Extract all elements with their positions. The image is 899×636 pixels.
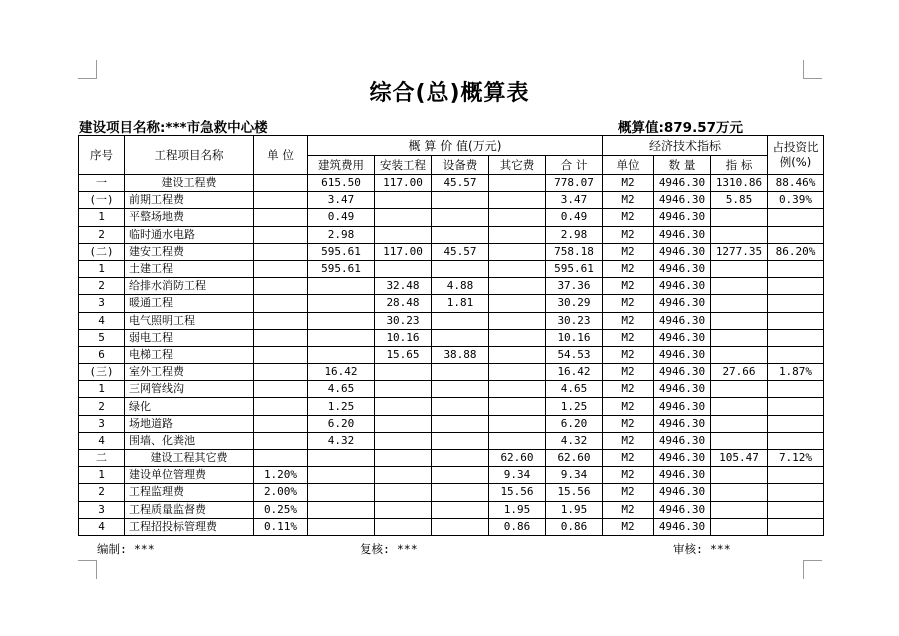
cell-index [711, 432, 768, 449]
cell-ratio: 0.39% [768, 192, 824, 209]
cell-ratio [768, 329, 824, 346]
cell-other [489, 381, 546, 398]
cell-total: 10.16 [546, 329, 603, 346]
cell-total: 0.86 [546, 518, 603, 535]
cell-seq: 4 [79, 312, 125, 329]
cell-econ-unit: M2 [603, 398, 654, 415]
cell-seq: 4 [79, 518, 125, 535]
cell-item-name: 建设工程费 [125, 175, 254, 192]
cell-index [711, 329, 768, 346]
cell-quantity: 4946.30 [654, 226, 711, 243]
cell-unit [254, 209, 308, 226]
cell-equip [432, 381, 489, 398]
cell-equip: 4.88 [432, 278, 489, 295]
prepared-by: 编制: *** [97, 542, 155, 556]
audited-by: 审核: *** [673, 542, 731, 556]
cell-build: 3.47 [308, 192, 375, 209]
cell-total: 30.23 [546, 312, 603, 329]
cell-build [308, 295, 375, 312]
cell-other [489, 243, 546, 260]
cell-total: 62.60 [546, 450, 603, 467]
cell-equip [432, 398, 489, 415]
cell-econ-unit: M2 [603, 192, 654, 209]
cell-quantity: 4946.30 [654, 175, 711, 192]
cell-install [375, 467, 432, 484]
header-unit: 单 位 [254, 136, 308, 175]
cell-index [711, 398, 768, 415]
cell-unit: 0.25% [254, 501, 308, 518]
cell-seq: 1 [79, 467, 125, 484]
cell-other [489, 295, 546, 312]
cell-build [308, 312, 375, 329]
table-row [79, 209, 824, 226]
cell-other [489, 329, 546, 346]
crop-mark-bottom-right [803, 560, 822, 579]
cell-econ-unit: M2 [603, 415, 654, 432]
cell-equip [432, 415, 489, 432]
cell-build [308, 278, 375, 295]
cell-unit [254, 175, 308, 192]
table-row [79, 295, 824, 312]
cell-quantity: 4946.30 [654, 484, 711, 501]
cell-index: 5.85 [711, 192, 768, 209]
cell-index [711, 518, 768, 535]
cell-quantity: 4946.30 [654, 312, 711, 329]
cell-ratio [768, 346, 824, 363]
cell-quantity: 4946.30 [654, 467, 711, 484]
cell-quantity: 4946.30 [654, 278, 711, 295]
cell-equip [432, 312, 489, 329]
cell-unit: 0.11% [254, 518, 308, 535]
table-row [79, 364, 824, 381]
table-row [79, 484, 824, 501]
cell-other [489, 398, 546, 415]
cell-build [308, 329, 375, 346]
cell-index [711, 209, 768, 226]
cell-install: 15.65 [375, 346, 432, 363]
cell-unit [254, 260, 308, 277]
table-row [79, 518, 824, 535]
cell-index: 1310.86 [711, 175, 768, 192]
cell-quantity: 4946.30 [654, 346, 711, 363]
cell-econ-unit: M2 [603, 295, 654, 312]
crop-mark-bottom-left [78, 560, 97, 579]
cell-unit [254, 346, 308, 363]
cell-quantity: 4946.30 [654, 415, 711, 432]
cell-install: 117.00 [375, 175, 432, 192]
cell-other: 9.34 [489, 467, 546, 484]
cell-unit [254, 381, 308, 398]
cell-total: 3.47 [546, 192, 603, 209]
cell-equip [432, 364, 489, 381]
cell-build: 0.49 [308, 209, 375, 226]
cell-build [308, 450, 375, 467]
cell-build: 2.98 [308, 226, 375, 243]
cell-unit [254, 432, 308, 449]
cell-install: 117.00 [375, 243, 432, 260]
cell-equip: 45.57 [432, 175, 489, 192]
cell-unit [254, 450, 308, 467]
header-install: 安装工程 [375, 156, 432, 175]
cell-econ-unit: M2 [603, 346, 654, 363]
estimate-table [78, 135, 824, 536]
cell-seq: 2 [79, 278, 125, 295]
project-name: 建设项目名称:***市急救中心楼 [79, 120, 268, 136]
cell-item-name: 前期工程费 [125, 192, 254, 209]
cell-equip [432, 450, 489, 467]
cell-index [711, 381, 768, 398]
reviewed-by: 复核: *** [360, 542, 418, 556]
cell-build: 4.65 [308, 381, 375, 398]
cell-index [711, 312, 768, 329]
cell-other [489, 175, 546, 192]
cell-ratio [768, 432, 824, 449]
cell-quantity: 4946.30 [654, 209, 711, 226]
cell-index: 105.47 [711, 450, 768, 467]
cell-unit [254, 364, 308, 381]
cell-index [711, 226, 768, 243]
cell-quantity: 4946.30 [654, 450, 711, 467]
cell-install [375, 381, 432, 398]
cell-equip: 45.57 [432, 243, 489, 260]
table-body [79, 175, 824, 536]
cell-equip [432, 226, 489, 243]
header-equip: 设备费 [432, 156, 489, 175]
cell-ratio [768, 398, 824, 415]
cell-seq: 6 [79, 346, 125, 363]
table-row [79, 278, 824, 295]
cell-install [375, 518, 432, 535]
cell-quantity: 4946.30 [654, 398, 711, 415]
cell-seq: (一) [79, 192, 125, 209]
cell-install [375, 226, 432, 243]
cell-econ-unit: M2 [603, 450, 654, 467]
header-other: 其它费 [489, 156, 546, 175]
table-row [79, 226, 824, 243]
cell-seq: (二) [79, 243, 125, 260]
cell-econ-unit: M2 [603, 381, 654, 398]
cell-ratio: 86.20% [768, 243, 824, 260]
cell-ratio: 7.12% [768, 450, 824, 467]
table-row [79, 398, 824, 415]
cell-quantity: 4946.30 [654, 501, 711, 518]
cell-econ-unit: M2 [603, 329, 654, 346]
cell-total: 15.56 [546, 484, 603, 501]
cell-equip [432, 192, 489, 209]
cell-build: 4.32 [308, 432, 375, 449]
header-row-1 [79, 136, 824, 156]
cell-ratio [768, 295, 824, 312]
cell-item-name: 工程质量监督费 [125, 501, 254, 518]
table-row [79, 381, 824, 398]
cell-ratio [768, 501, 824, 518]
cell-item-name: 平整场地费 [125, 209, 254, 226]
header-seq: 序号 [79, 136, 125, 175]
cell-seq: 4 [79, 432, 125, 449]
cell-other [489, 260, 546, 277]
cell-install: 30.23 [375, 312, 432, 329]
header-econ-unit: 单位 [603, 156, 654, 175]
cell-other [489, 192, 546, 209]
cell-install [375, 398, 432, 415]
cell-build [308, 518, 375, 535]
cell-install [375, 450, 432, 467]
cell-equip [432, 209, 489, 226]
cell-unit [254, 243, 308, 260]
cell-unit: 1.20% [254, 467, 308, 484]
cell-build: 1.25 [308, 398, 375, 415]
cell-item-name: 临时通水电路 [125, 226, 254, 243]
cell-unit [254, 312, 308, 329]
cell-item-name: 室外工程费 [125, 364, 254, 381]
header-ratio: 占投资比例(%) [768, 136, 824, 175]
cell-unit [254, 226, 308, 243]
table-row [79, 346, 824, 363]
cell-equip: 38.88 [432, 346, 489, 363]
cell-item-name: 建安工程费 [125, 243, 254, 260]
cell-index [711, 484, 768, 501]
cell-total: 1.95 [546, 501, 603, 518]
cell-index [711, 415, 768, 432]
table-row [79, 175, 824, 192]
cell-quantity: 4946.30 [654, 364, 711, 381]
cell-build: 595.61 [308, 243, 375, 260]
cell-item-name: 工程监理费 [125, 484, 254, 501]
cell-other [489, 226, 546, 243]
cell-total: 1.25 [546, 398, 603, 415]
cell-equip [432, 329, 489, 346]
cell-install: 28.48 [375, 295, 432, 312]
cell-total: 4.65 [546, 381, 603, 398]
cell-econ-unit: M2 [603, 432, 654, 449]
cell-ratio [768, 415, 824, 432]
table-row [79, 415, 824, 432]
table-row [79, 501, 824, 518]
cell-ratio [768, 312, 824, 329]
cell-item-name: 电梯工程 [125, 346, 254, 363]
cell-ratio [768, 381, 824, 398]
cell-equip: 1.81 [432, 295, 489, 312]
cell-total: 37.36 [546, 278, 603, 295]
cell-equip [432, 260, 489, 277]
cell-other: 62.60 [489, 450, 546, 467]
cell-seq: 2 [79, 226, 125, 243]
cell-other [489, 432, 546, 449]
cell-equip [432, 518, 489, 535]
cell-build: 16.42 [308, 364, 375, 381]
table-row [79, 243, 824, 260]
table-row [79, 192, 824, 209]
table-row [79, 260, 824, 277]
cell-build: 615.50 [308, 175, 375, 192]
cell-other [489, 415, 546, 432]
cell-econ-unit: M2 [603, 260, 654, 277]
cell-quantity: 4946.30 [654, 243, 711, 260]
cell-seq: 2 [79, 484, 125, 501]
cell-index [711, 278, 768, 295]
cell-unit: 2.00% [254, 484, 308, 501]
table-row [79, 432, 824, 449]
cell-other [489, 346, 546, 363]
cell-other [489, 278, 546, 295]
cell-seq: 1 [79, 209, 125, 226]
cell-unit [254, 415, 308, 432]
cell-econ-unit: M2 [603, 312, 654, 329]
cell-other: 1.95 [489, 501, 546, 518]
table-row [79, 312, 824, 329]
cell-other [489, 364, 546, 381]
cell-item-name: 工程招投标管理费 [125, 518, 254, 535]
cell-unit [254, 278, 308, 295]
cell-quantity: 4946.30 [654, 381, 711, 398]
cell-install [375, 260, 432, 277]
cell-index [711, 501, 768, 518]
cell-seq: 二 [79, 450, 125, 467]
cell-build [308, 484, 375, 501]
header-quantity: 数 量 [654, 156, 711, 175]
cell-item-name: 场地道路 [125, 415, 254, 432]
cell-index: 1277.35 [711, 243, 768, 260]
cell-ratio [768, 278, 824, 295]
cell-seq: 3 [79, 501, 125, 518]
cell-seq: 5 [79, 329, 125, 346]
cell-total: 4.32 [546, 432, 603, 449]
cell-ratio [768, 209, 824, 226]
cell-econ-unit: M2 [603, 364, 654, 381]
cell-index [711, 467, 768, 484]
cell-seq: 1 [79, 260, 125, 277]
cell-item-name: 绿化 [125, 398, 254, 415]
cell-econ-unit: M2 [603, 278, 654, 295]
header-index: 指 标 [711, 156, 768, 175]
page-title: 综合(总)概算表 [369, 81, 530, 106]
cell-item-name: 电气照明工程 [125, 312, 254, 329]
cell-equip [432, 432, 489, 449]
cell-quantity: 4946.30 [654, 329, 711, 346]
cell-seq: 一 [79, 175, 125, 192]
cell-total: 6.20 [546, 415, 603, 432]
cell-build: 595.61 [308, 260, 375, 277]
cell-build [308, 346, 375, 363]
cell-econ-unit: M2 [603, 226, 654, 243]
cell-total: 0.49 [546, 209, 603, 226]
cell-unit [254, 398, 308, 415]
cell-item-name: 建设单位管理费 [125, 467, 254, 484]
cell-ratio [768, 484, 824, 501]
cell-total: 54.53 [546, 346, 603, 363]
cell-install [375, 364, 432, 381]
table-row [79, 450, 824, 467]
cell-econ-unit: M2 [603, 175, 654, 192]
cell-equip [432, 467, 489, 484]
header-item-name: 工程项目名称 [125, 136, 254, 175]
header-estimate-group: 概 算 价 值(万元) [308, 136, 603, 156]
cell-build [308, 501, 375, 518]
cell-item-name: 弱电工程 [125, 329, 254, 346]
table-row [79, 329, 824, 346]
cell-install [375, 484, 432, 501]
cell-seq: (三) [79, 364, 125, 381]
cell-econ-unit: M2 [603, 209, 654, 226]
cell-index [711, 295, 768, 312]
cell-quantity: 4946.30 [654, 432, 711, 449]
cell-total: 758.18 [546, 243, 603, 260]
cell-unit [254, 192, 308, 209]
cell-install [375, 415, 432, 432]
cell-total: 30.29 [546, 295, 603, 312]
cell-econ-unit: M2 [603, 467, 654, 484]
cell-quantity: 4946.30 [654, 260, 711, 277]
cell-item-name: 三网管线沟 [125, 381, 254, 398]
cell-item-name: 土建工程 [125, 260, 254, 277]
cell-build [308, 467, 375, 484]
cell-other [489, 312, 546, 329]
cell-build: 6.20 [308, 415, 375, 432]
cell-total: 595.61 [546, 260, 603, 277]
cell-install [375, 501, 432, 518]
cell-other: 15.56 [489, 484, 546, 501]
cell-other [489, 209, 546, 226]
cell-seq: 2 [79, 398, 125, 415]
cell-ratio [768, 518, 824, 535]
cell-item-name: 围墙、化粪池 [125, 432, 254, 449]
cell-seq: 3 [79, 295, 125, 312]
cell-econ-unit: M2 [603, 484, 654, 501]
cell-quantity: 4946.30 [654, 295, 711, 312]
table-row [79, 467, 824, 484]
cell-install: 32.48 [375, 278, 432, 295]
cell-install: 10.16 [375, 329, 432, 346]
cell-econ-unit: M2 [603, 243, 654, 260]
cell-index [711, 346, 768, 363]
header-econ-group: 经济技术指标 [603, 136, 768, 156]
cell-index: 27.66 [711, 364, 768, 381]
cell-total: 16.42 [546, 364, 603, 381]
header-build: 建筑费用 [308, 156, 375, 175]
cell-econ-unit: M2 [603, 518, 654, 535]
cell-install [375, 432, 432, 449]
cell-item-name: 给排水消防工程 [125, 278, 254, 295]
cell-quantity: 4946.30 [654, 192, 711, 209]
cell-ratio [768, 260, 824, 277]
cell-unit [254, 329, 308, 346]
cell-total: 9.34 [546, 467, 603, 484]
cell-item-name: 暖通工程 [125, 295, 254, 312]
cell-equip [432, 501, 489, 518]
cell-unit [254, 295, 308, 312]
cell-seq: 1 [79, 381, 125, 398]
cell-index [711, 260, 768, 277]
cell-quantity: 4946.30 [654, 518, 711, 535]
estimate-value: 概算值:879.57万元 [618, 120, 743, 136]
cell-install [375, 192, 432, 209]
cell-ratio [768, 226, 824, 243]
cell-seq: 3 [79, 415, 125, 432]
cell-econ-unit: M2 [603, 501, 654, 518]
cell-equip [432, 484, 489, 501]
cell-ratio: 1.87% [768, 364, 824, 381]
cell-ratio [768, 467, 824, 484]
header-total: 合 计 [546, 156, 603, 175]
cell-other: 0.86 [489, 518, 546, 535]
cell-item-name: 建设工程其它费 [125, 450, 254, 467]
cell-ratio: 88.46% [768, 175, 824, 192]
cell-install [375, 209, 432, 226]
cell-total: 778.07 [546, 175, 603, 192]
cell-total: 2.98 [546, 226, 603, 243]
